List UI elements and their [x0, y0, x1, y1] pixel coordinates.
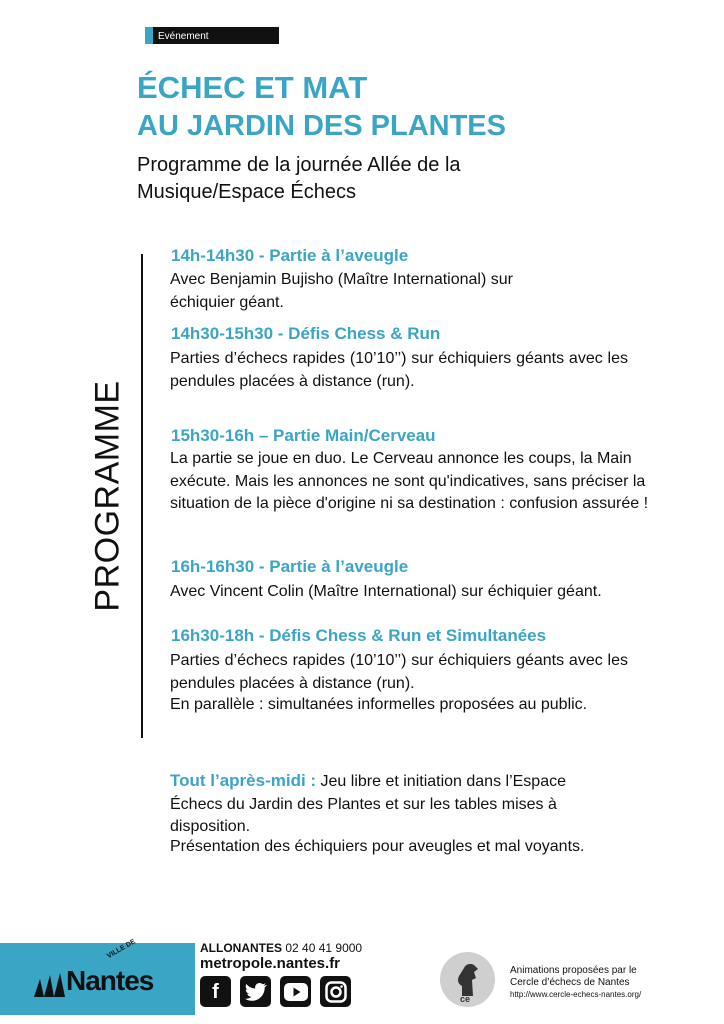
title-line-2: AU JARDIN DES PLANTES — [137, 110, 506, 142]
event-1-title: 14h-14h30 - Partie à l’aveugle — [171, 246, 409, 265]
nantes-wordmark: Nantes — [66, 965, 154, 996]
event-2-description: Parties d’échecs rapides (10’10’’) sur échiquiers géants avec les pendules placées à distance (run). — [170, 350, 628, 390]
facebook-icon[interactable]: f — [200, 976, 231, 1007]
twitter-icon[interactable] — [240, 976, 271, 1007]
club-url[interactable]: http://www.cercle-echecs-nantes.org/ — [510, 990, 642, 999]
subtitle: Programme de la journée Allée de la Musique/Espace Échecs — [137, 154, 461, 203]
title-line-1: ÉCHEC ET MAT — [137, 70, 368, 105]
allonantes-number: 02 40 41 9000 — [285, 941, 363, 955]
vertical-divider — [141, 254, 143, 738]
afternoon-text: Jeu libre et initiation dans l’Espace Échecs du Jardin des Plantes et sur les tables mises à disposition. — [170, 773, 566, 835]
allonantes-label: ALLONANTES — [200, 941, 282, 955]
event-1-description: Avec Benjamin Bujisho (Maître International) sur échiquier géant. — [170, 271, 513, 311]
event-3-title: 15h30-16h – Partie Main/Cerveau — [171, 426, 436, 445]
event-2-title: 14h30-15h30 - Défis Chess & Run — [171, 324, 441, 343]
club-line-2: Cercle d’échecs de Nantes — [510, 977, 630, 988]
knight-icon — [440, 952, 495, 1007]
svg-text:ce: ce — [460, 994, 471, 1004]
nantes-waves-icon — [32, 969, 68, 1001]
club-credit — [510, 965, 641, 1001]
category-tag — [145, 27, 279, 44]
event-3-description: La partie se joue en duo. Le Cerveau annonce les coups, la Main exécute. Mais les annonces ne sont qu'indicatives, sans préciser la situation de la pièce d'origine ni sa destination : confusion assurée ! — [170, 450, 649, 512]
afternoon-text-2: Présentation des échiquiers pour aveugles et mal voyants. — [170, 838, 585, 855]
event-5-title: 16h30-18h - Défis Chess & Run et Simultanées — [171, 626, 547, 645]
ville-de-nantes-logo — [0, 938, 195, 1015]
event-4-title: 16h-16h30 - Partie à l’aveugle — [171, 557, 409, 576]
event-5-description-2: En parallèle : simultanées informelles proposées au public. — [170, 696, 588, 713]
afternoon-block — [170, 770, 590, 839]
tag-label: Evénement — [158, 31, 209, 42]
website-link[interactable]: metropole.nantes.fr — [200, 955, 341, 972]
chess-club-logo — [440, 952, 495, 1007]
event-5-description: Parties d’échecs rapides (10’10’’) sur échiquiers géants avec les pendules placées à distance (run). — [170, 652, 628, 692]
tag-accent-bar — [145, 27, 153, 44]
club-line-1: Animations proposées par le — [510, 965, 637, 976]
allonantes-line — [200, 941, 362, 955]
ville-de-label: VILLE DE — [106, 938, 137, 961]
instagram-icon[interactable] — [320, 976, 351, 1007]
youtube-icon[interactable] — [280, 976, 311, 1007]
programme-side-label: PROGRAMME — [88, 380, 127, 612]
event-4-description: Avec Vincent Colin (Maître International) sur échiquier géant. — [170, 583, 602, 600]
afternoon-label: Tout l’après-midi : — [170, 771, 317, 790]
